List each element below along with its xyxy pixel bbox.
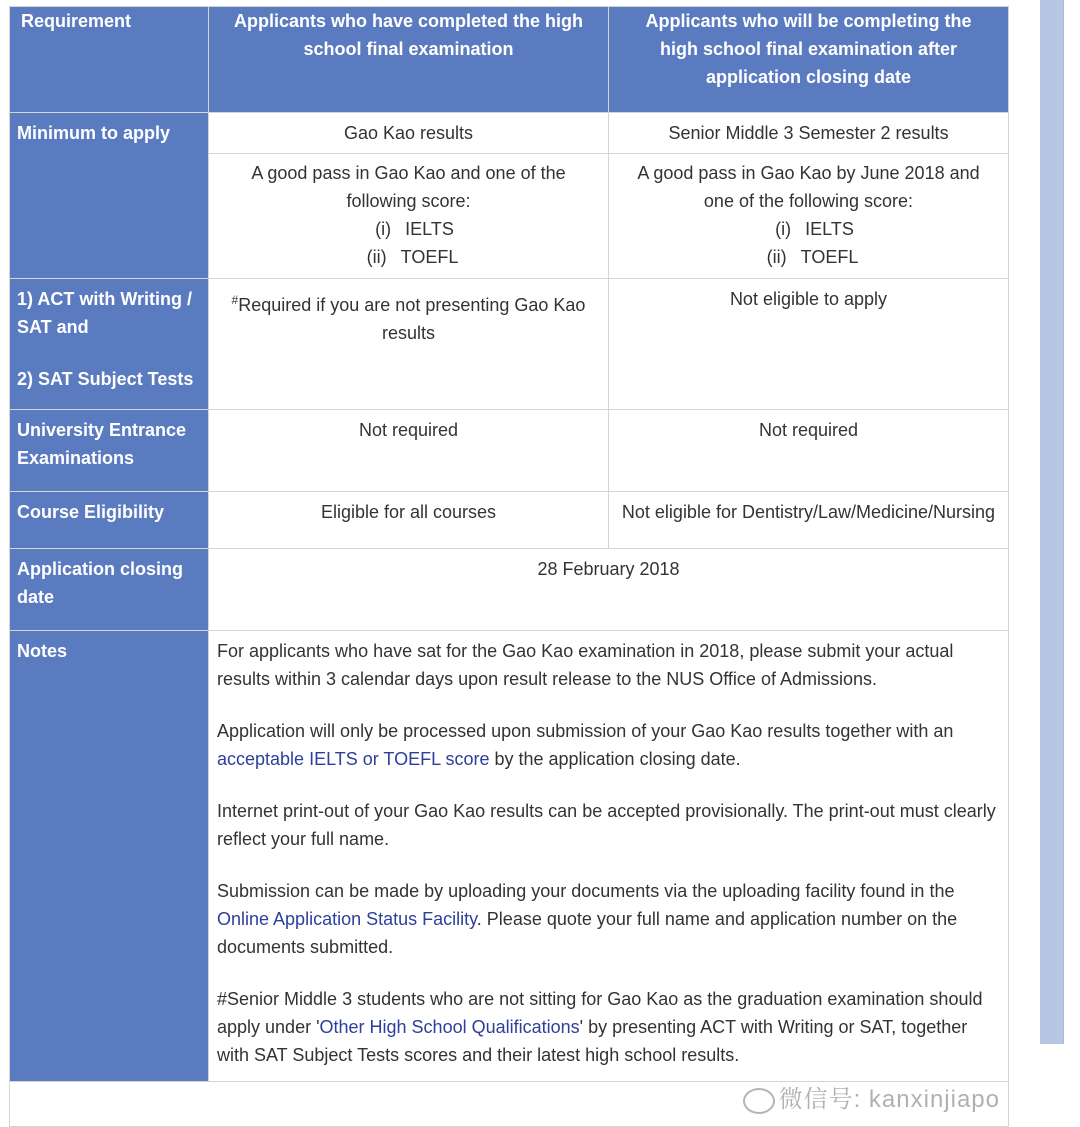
list-item: (i) IELTS (375, 219, 454, 239)
cell-uee-completed: Not required (209, 410, 609, 492)
act-label-line2: 2) SAT Subject Tests (17, 369, 194, 389)
note-paragraph-4: Submission can be made by uploading your documents via the uploading facility found in the Online Application Status Facility. Please quote your full name and application number on the documents submitted. (217, 881, 958, 957)
row-label-uee: University Entrance Examinations (10, 410, 209, 492)
note-paragraph-5: #Senior Middle 3 students who are not sitting for Gao Kao as the graduation examination should apply under 'Other High School Qualifications' by presenting ACT with Writing or SAT, together with SAT Subject Tests scores and their latest high school results. (217, 989, 983, 1065)
cell-minimum-completing: Senior Middle 3 Semester 2 results (609, 113, 1009, 154)
cell-act-completed: #Required if you are not presenting Gao Kao results (209, 279, 609, 410)
list-item: (i) IELTS (775, 219, 854, 239)
cell-notes (209, 631, 1009, 1082)
ielts-toefl-score-link[interactable]: acceptable IELTS or TOEFL score (217, 749, 490, 769)
header-completing: Applicants who will be completing the high school final examination after application closing date (609, 7, 1009, 113)
table-row-course (10, 492, 1009, 549)
language-intro: A good pass in Gao Kao by June 2018 and one of the following score: (637, 163, 980, 211)
note-paragraph-2: Application will only be processed upon submission of your Gao Kao results together with an acceptable IELTS or TOEFL score by the application closing date. (217, 721, 954, 769)
row-label-closing: Application closing date (10, 549, 209, 631)
row-label-course: Course Eligibility (10, 492, 209, 549)
hash-mark: # (231, 293, 239, 307)
cell-language-completed (209, 154, 609, 279)
cell-language-completing (609, 154, 1009, 279)
table-row-minimum-a (10, 113, 1009, 154)
table-row-uee (10, 410, 1009, 492)
row-label-act (10, 279, 209, 410)
cell-course-completed: Eligible for all courses (209, 492, 609, 549)
row-label-minimum: Minimum to apply (10, 113, 209, 279)
cell-course-completing: Not eligible for Dentistry/Law/Medicine/Nursing (609, 492, 1009, 549)
wechat-icon (743, 1088, 775, 1114)
header-requirement: Requirement (10, 7, 209, 113)
row-label-notes: Notes (10, 631, 209, 1082)
cell-minimum-completed: Gao Kao results (209, 113, 609, 154)
watermark: 微信号: kanxinjiapo (743, 1086, 1000, 1114)
list-item: (ii) TOEFL (366, 247, 459, 267)
watermark-row (10, 1082, 1009, 1127)
header-row (10, 7, 1009, 113)
cell-uee-completing: Not required (609, 410, 1009, 492)
header-completed: Applicants who have completed the high school final examination (209, 7, 609, 113)
list-item: (ii) TOEFL (766, 247, 859, 267)
act-label-line1: 1) ACT with Writing / SAT and (17, 289, 192, 337)
note-paragraph-1: For applicants who have sat for the Gao Kao examination in 2018, please submit your actual results within 3 calendar days upon result release to the NUS Office of Admissions. (217, 641, 954, 689)
note-paragraph-3: Internet print-out of your Gao Kao results can be accepted provisionally. The print-out must clearly reflect your full name. (217, 801, 996, 849)
table-row-act (10, 279, 1009, 410)
cell-act-completing: Not eligible to apply (609, 279, 1009, 410)
table-row-notes (10, 631, 1009, 1082)
cell-closing-date: 28 February 2018 (209, 549, 1009, 631)
table-row-closing (10, 549, 1009, 631)
requirements-table (9, 6, 1009, 1127)
other-qualifications-link[interactable]: Other High School Qualifications (319, 1017, 580, 1037)
sidebar-strip (1040, 0, 1064, 1044)
online-application-status-link[interactable]: Online Application Status Facility (217, 909, 477, 929)
language-intro: A good pass in Gao Kao and one of the following score: (251, 163, 566, 211)
